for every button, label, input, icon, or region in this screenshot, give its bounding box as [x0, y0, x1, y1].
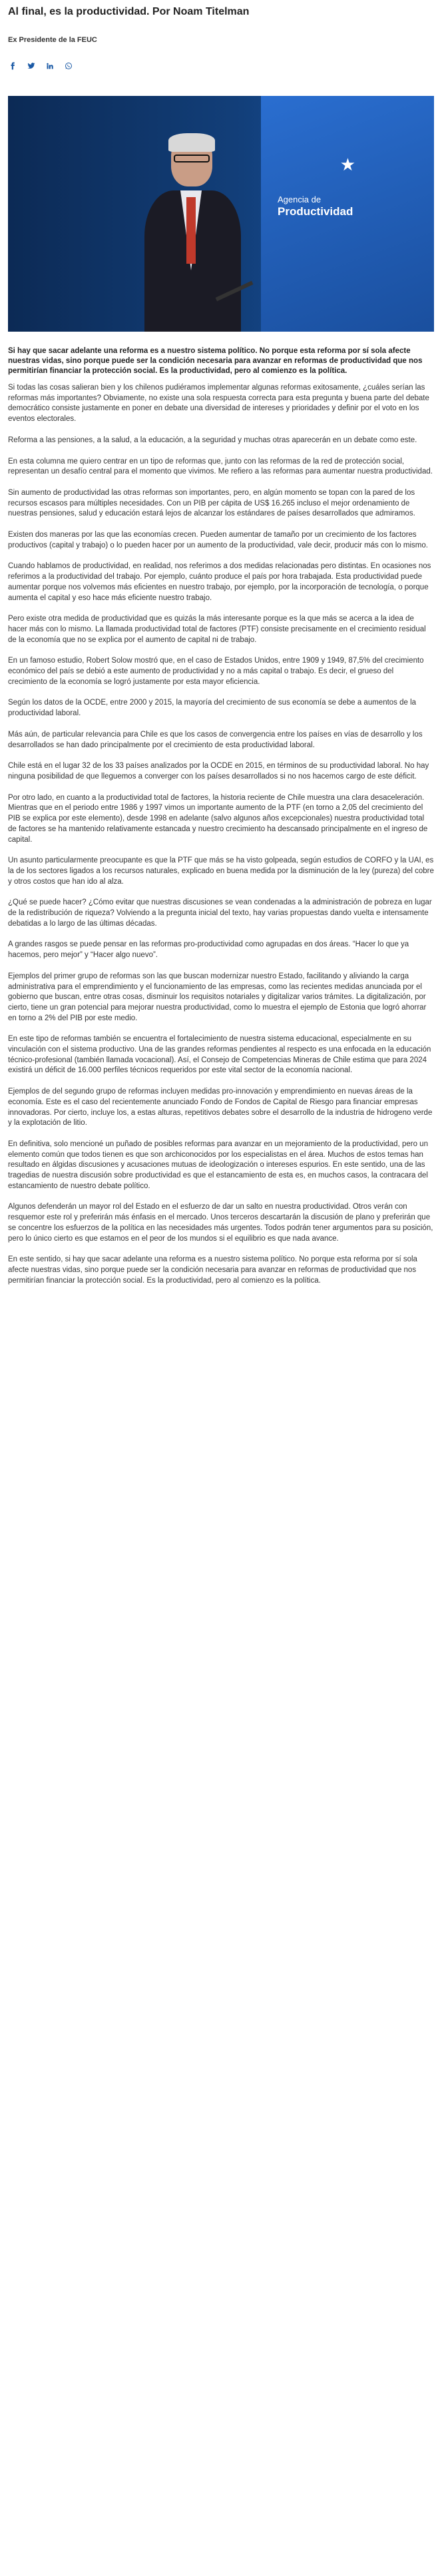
facebook-icon[interactable] — [8, 61, 17, 71]
body-paragraph: En este sentido, si hay que sacar adelante una reforma es a nuestro sistema político. No porque esta reforma por sí sola afecte nuestras vidas, sino porque puede ser la condición necesaria para avanzar en reformas de productividad que nos permitirían financiar la protección social. Es la productividad, pero al comienzo es la política. — [8, 1255, 417, 1285]
body-paragraph: Algunos defenderán un mayor rol del Estado en el esfuerzo de dar un salto en nuestra productividad. Otros verán con resquemor este rol y preferirán más énfasis en el mercado. Unos terceros descartarán la discusión de plano y preferirán que se concentre los esfuerzos de la política en las necesidades más urgentes. Todos podrán tener argumentos para su posición, pero lo único cierto es que estamos en el peor de los mundos si el equilibrio es que nada avance. — [8, 1203, 433, 1243]
share-bar — [8, 60, 434, 72]
body-paragraph: Si todas las cosas salieran bien y los chilenos pudiéramos implementar algunas reformas exitosamente, ¿cuáles serían las reformas más importantes? Obviamente, no existe una sola respuesta correcta para esta pregunta y buena parte del debate democrático consiste justamente en poner en debate una diversidad de intereses y prioridades y definir por el voto en los eventos electorales. — [8, 384, 429, 424]
body-paragraph: Existen dos maneras por las que las economías crecen. Pueden aumentar de tamaño por un crecimiento de los factores productivos (capital y trabajo) o lo pueden hacer por un aumento de la productividad, vale decir, producir más con lo mismo. — [8, 531, 428, 549]
body-paragraph: Cuando hablamos de productividad, en realidad, nos referimos a dos medidas relacionadas pero distintas. En ocasiones nos referimos a la productividad del trabajo. Por ejemplo, cuánto produce el país por hora trabajada. Esta productividad puede aumentar porque nos volvemos más eficientes en nuestro trabajo, por ejemplo, por la incorporación de tecnología, o porque aumenta el capital y eso hace más eficiente nuestro trabajo. — [8, 562, 431, 602]
body-paragraph: ¿Qué se puede hacer? ¿Cómo evitar que nuestras discusiones se vean condenadas a la administración de pobreza en lugar de la redistribución de riqueza? Volviendo a la pregunta inicial del texto, hay varias propuestas dando vuelta e intensamente debatidas a lo largo de las últimas décadas. — [8, 898, 432, 928]
speaker-figure — [151, 136, 231, 332]
star-logo-icon: ★ — [339, 155, 355, 174]
body-paragraph: Ejemplos de del segundo grupo de reformas incluyen medidas pro-innovación y emprendimiento en nuevas áreas de la economía. Este es el caso del recientemente anunciado Fondo de Fondos de Capital de Riesgo para financiar empresas innovadoras. Por cierto, incluye los, a estas alturas, repetitivos debates sobre el desarrollo de la industria de hidrogeno verde y la explotación de litio. — [8, 1088, 433, 1127]
author-line: Ex Presidente de la FEUC — [8, 36, 97, 44]
body-paragraph: Por otro lado, en cuanto a la productividad total de factores, la historia reciente de Chile muestra una clara desaceleración. Mientras que en el periodo entre 1986 y 1997 vimos un importante aumento de la PTF (en torno a 2,05 del crecimiento del PIB se explica por este elemento), desde 1998 en adelante (salvo algunos años excepcionales) nuestra productividad total de factores se ha mantenido relativamente estancada y nuestro crecimiento ha descansado principalmente en el ingreso de capital. — [8, 793, 428, 844]
body-paragraph: Reforma a las pensiones, a la salud, a la educación, a la seguridad y muchas otras aparecerán en un debate como este. — [8, 436, 417, 444]
body-paragraph: En un famoso estudio, Robert Solow mostró que, en el caso de Estados Unidos, entre 1909 y 1949, 87,5% del crecimiento económico del país se debió a este aumento de productividad y no a más capital o trabajo. Es decir, el grueso del crecimiento de la economía se logró justamente por esta mayor eficiencia. — [8, 657, 424, 686]
body-paragraph: Chile está en el lugar 32 de los 33 países analizados por la OCDE en 2015, en términos de su productividad laboral. No hay ninguna posibilidad de que lleguemos a converger con los países desarrollados si no nos hacemos cargo de este déficit. — [8, 762, 429, 781]
body-paragraph: En esta columna me quiero centrar en un tipo de reformas que, junto con las reformas de la red de protección social, representan un desafío central para el momento que vivimos. Me refiero a las reformas para aumentar nuestra productividad. — [8, 457, 433, 476]
article-lead: Si hay que sacar adelante una reforma es a nuestro sistema político. No porque esta reforma por sí sola afecte nuestras vidas, sino porque puede ser la condición necesaria para avanzar en reformas de productividad que nos permitirían financiar la protección social. Es la productividad, pero al comienzo es la política. — [8, 347, 423, 375]
body-paragraph: Pero existe otra medida de productividad que es quizás la más interesante porque es la que más se acerca a la idea de hacer más con lo mismo. La llamada productividad total de factores (PTF) consiste precisamente en el crecimiento residual de la economía que no se explica por el aumento de capital ni de trabajo. — [8, 615, 426, 644]
body-paragraph: Un asunto particularmente preocupante es que la PTF que más se ha visto golpeada, según estudios de CORFO y la UAI, es la de los sectores ligados a los recursos naturales, explicado en buena medida por la disminución de la ley (pureza) del cobre y otros costos que han ido al alza. — [8, 856, 434, 886]
article-body — [8, 383, 434, 1286]
body-paragraph: A grandes rasgos se puede pensar en las reformas pro-productividad como agrupadas en dos áreas. “Hacer lo que ya hacemos, pero mejor” y “Hacer algo nuevo”. — [8, 940, 409, 960]
article-title: Al final, es la productividad. Por Noam Titelman — [8, 6, 250, 17]
body-paragraph: Sin aumento de productividad las otras reformas son importantes, pero, en algún momento se topan con la pared de los recursos escasos para múltiples necesidades. Con un PIB per cápita de US$ 16.265 incluso el mejor ordenamiento de nuestras pensiones, salud y educación estará lejos de alcanzar los estándares de países desarrollados que admiramos. — [8, 488, 415, 518]
whatsapp-icon[interactable] — [64, 61, 73, 71]
banner-logo-line2: Productividad — [278, 205, 353, 218]
body-paragraph: Ejemplos del primer grupo de reformas son las que buscan modernizar nuestro Estado, facilitando y aliviando la carga administrativa para el emprendimiento y el funcionamiento de las empresas, como las recientes medidas anunciada por el gobierno que buscan, entre otras cosas, disminuir los requisitos notariales y digitalizar varios trámites. La digitalización, por cierto, tiene un gran potencial para mejorar nuestra productividad, como lo muestra el ejemplo de Estonia que logró ahorrar en torno a 2% del PIB por este medio. — [8, 972, 427, 1022]
article-photo — [8, 96, 434, 332]
body-paragraph: Más aún, de particular relevancia para Chile es que los casos de convergencia entre los países en vías de desarrollo y los desarrollados se han dado principalmente por el crecimiento de esta productividad laboral. — [8, 730, 423, 749]
body-paragraph: En definitiva, solo mencioné un puñado de posibles reformas para avanzar en un mejoramiento de la productividad, pero un elemento común que todos tienen es que son archiconocidos por los especialistas en el área. Muchos de estos temas han resultado en álgidas discusiones y acusaciones mutuas de ideologización o intereses espurios. En este sentido, una de las tragedias de nuestra discusión sobre productividad es que el estancamiento de esta es, en muchos casos, la contracara del estancamiento de nuestro debate político. — [8, 1139, 428, 1190]
banner-logo-line1: Agencia de — [278, 194, 322, 204]
twitter-icon[interactable] — [27, 61, 36, 71]
body-paragraph: En este tipo de reformas también se encuentra el fortalecimiento de nuestra sistema educacional, especialmente en su vinculación con el sistema productivo. Una de las grandes reformas pendientes al respecto es una enfocada en la educación técnico-profesional (también llamada vocacional). Así, el Consejo de Competencias Mineras de Chile estima que para 2024 existirá un déficit de 16.000 perfiles técnicos requeridos por este vital sector de la economía nacional. — [8, 1035, 431, 1075]
linkedin-icon[interactable] — [45, 61, 55, 71]
article — [0, 0, 442, 1286]
body-paragraph: Según los datos de la OCDE, entre 2000 y 2015, la mayoría del crecimiento de sus economía se debe a aumentos de la productividad laboral. — [8, 699, 417, 718]
